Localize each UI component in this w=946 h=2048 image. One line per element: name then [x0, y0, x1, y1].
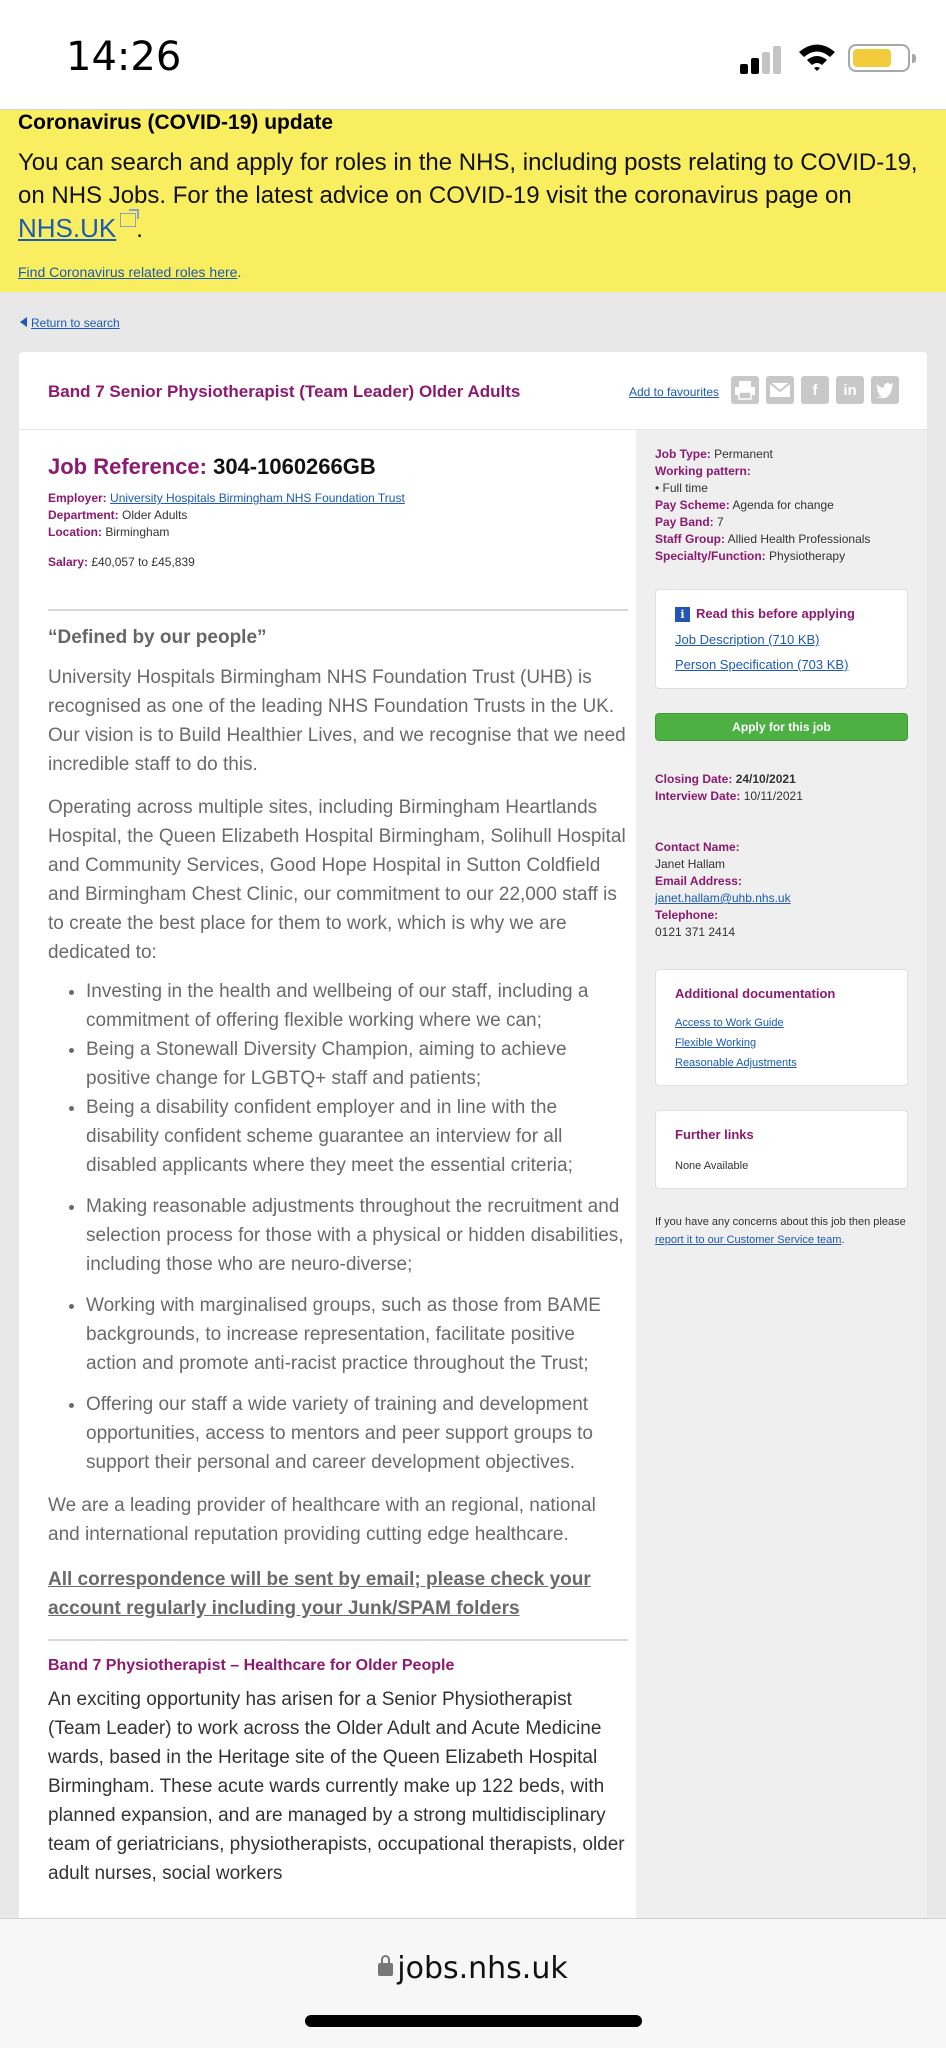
interview-date-value: 10/11/2021 [743, 789, 803, 803]
job-details [655, 446, 908, 565]
apply-button[interactable]: Apply for this job [655, 713, 908, 741]
battery-icon [848, 44, 910, 72]
clock: 14:26 [66, 34, 182, 80]
covid-banner [0, 110, 946, 292]
job-sidebar [636, 430, 927, 1922]
list-item: • Being a Stonewall Diversity Champion, aiming to achieve positive change for LGBTQ+ staff and patients; [86, 1035, 628, 1093]
department-value: Older Adults [122, 508, 188, 522]
additional-documentation-box [655, 969, 908, 1086]
email-label: Email Address: [655, 874, 742, 888]
read-before-applying-box [655, 589, 908, 689]
further-links-box [655, 1110, 908, 1189]
access-to-work-link[interactable]: Access to Work Guide [675, 1017, 784, 1029]
lock-icon [378, 1963, 393, 1976]
list-item: • Being a disability confident employer and in line with the disability confident scheme guarantee an interview for all disabled applicants where they meet the essential criteria; [86, 1093, 628, 1180]
url-text: jobs.nhs.uk [397, 1951, 568, 1986]
salary-value: £40,057 to £45,839 [91, 555, 195, 569]
url-field[interactable] [0, 1951, 946, 1986]
banner-text: You can search and apply for roles in the NHS, including posts relating to COVID-19, on NHS Jobs. For the latest advice on COVID-19 visit the coronavirus page on [18, 149, 918, 209]
location-label: Location: [48, 525, 102, 539]
email-warning: All correspondence will be sent by email; please check your account regularly including your Junk/SPAM folders [48, 1569, 591, 1619]
staff-group-label: Staff Group: [655, 532, 725, 546]
contact-name-label: Contact Name: [655, 840, 740, 854]
telephone-label: Telephone: [655, 908, 719, 922]
back-arrow-icon [20, 317, 27, 327]
cellular-signal-icon [740, 44, 784, 74]
print-icon[interactable] [731, 376, 759, 404]
banner-body [18, 146, 928, 246]
email-link[interactable]: janet.hallam@uhb.nhs.uk [655, 891, 791, 905]
description-paragraph: We are a leading provider of healthcare with an regional, national and international reputation providing cutting edge healthcare. [48, 1495, 596, 1545]
pay-band-value: 7 [717, 515, 724, 529]
department-label: Department: [48, 508, 119, 522]
location-value: Birmingham [105, 525, 170, 539]
covid-roles-link[interactable]: Find Coronavirus related roles here [18, 264, 238, 280]
pay-band-label: Pay Band: [655, 515, 714, 529]
description-quote: “Defined by our people” [48, 627, 267, 648]
person-specification-link[interactable]: Person Specification (703 KB) [675, 657, 849, 672]
additional-documentation-title: Additional documentation [675, 986, 836, 1001]
closing-date-label: Closing Date: [655, 772, 733, 786]
salary [48, 555, 628, 569]
employer-link[interactable]: University Hospitals Birmingham NHS Foundation Trust [110, 491, 405, 505]
concern-text: If you have any concerns about this job then please [655, 1216, 906, 1228]
list-item: • Offering our staff a wide variety of training and development opportunities, access to mentors and peer support groups to support their personal and career development objectives. [86, 1390, 628, 1477]
concern-end: . [841, 1234, 845, 1246]
reasonable-adjustments-link[interactable]: Reasonable Adjustments [675, 1057, 797, 1069]
working-pattern-value: • Full time [655, 481, 708, 495]
job-description-link[interactable]: Job Description (710 KB) [675, 632, 820, 647]
further-links-title: Further links [675, 1127, 754, 1142]
info-icon: i [675, 607, 690, 622]
pay-scheme-value: Agenda for change [732, 498, 834, 512]
list-item: • Working with marginalised groups, such as those from BAME backgrounds, to increase representation, facilitate positive action and promote anti-racist practice throughout the Trust; [86, 1291, 628, 1378]
return-to-search[interactable] [20, 316, 120, 330]
banner-text-end: . [136, 216, 143, 243]
email-icon[interactable] [766, 376, 794, 404]
browser-url-bar [0, 1918, 946, 2048]
role-subheading: Band 7 Physiotherapist – Healthcare for Older People [48, 1657, 455, 1674]
job-reference-label: Job Reference: [48, 454, 207, 479]
list-item: • Investing in the health and wellbeing of our staff, including a commitment of offering flexible working where we can; [86, 977, 628, 1035]
description-paragraph: University Hospitals Birmingham NHS Foundation Trust (UHB) is recognised as one of the leading NHS Foundation Trusts in the UK. Our vision is to Build Healthier Lives, and we recognise that we need incredible staff to do this. [48, 667, 626, 775]
wifi-icon [797, 42, 837, 72]
closing-date-value: 24/10/2021 [735, 772, 796, 786]
job-meta [48, 490, 628, 541]
list-item: • Making reasonable adjustments throughout the recruitment and selection process for those with a physical or hidden disabilities, including those who are neuro-diverse; [86, 1192, 628, 1279]
return-to-search-label: Return to search [31, 316, 120, 330]
description-paragraph: An exciting opportunity has arisen for a Senior Physiotherapist (Team Leader) to work across the Older Adult and Acute Medicine wards, based in the Heritage site of the Queen Elizabeth Hospital Birmingham. These acute wards currently make up 122 beds, with planned expansion, and are managed by a strong multidisciplinary team of geriatricians, physiotherapists, occupational therapists, older adult nurses, social workers [48, 1689, 625, 1884]
telephone-value: 0121 371 2414 [655, 925, 736, 939]
employer-label: Employer: [48, 491, 107, 505]
job-dates [655, 771, 908, 805]
job-reference-value: 304-1060266GB [213, 454, 376, 479]
external-link-icon [120, 213, 136, 227]
job-main [48, 430, 628, 1888]
status-bar [0, 0, 946, 110]
job-card [19, 352, 927, 1922]
linkedin-icon[interactable]: in [836, 376, 864, 404]
job-type-label: Job Type: [655, 447, 711, 461]
pay-scheme-label: Pay Scheme: [655, 498, 730, 512]
home-indicator[interactable] [305, 2015, 642, 2027]
facebook-icon[interactable]: f [801, 376, 829, 404]
specialty-value: Physiotherapy [769, 549, 846, 563]
job-type-value: Permanent [714, 447, 773, 461]
divider [48, 609, 628, 611]
flexible-working-link[interactable]: Flexible Working [675, 1037, 757, 1049]
job-header [19, 352, 927, 430]
specialty-label: Specialty/Function: [655, 549, 766, 563]
banner-title: Coronavirus (COVID-19) update [18, 111, 334, 134]
concern-note [655, 1213, 908, 1249]
staff-group-value: Allied Health Professionals [727, 532, 871, 546]
read-before-applying-title: Read this before applying [696, 606, 855, 621]
twitter-icon[interactable] [871, 376, 899, 404]
report-link[interactable]: report it to our Customer Service team [655, 1234, 842, 1246]
further-links-value: None Available [675, 1160, 749, 1172]
covid-roles-end: . [237, 264, 242, 280]
nhs-uk-link[interactable]: NHS.UK [18, 213, 117, 243]
job-reference [48, 454, 628, 480]
add-to-favourites-link[interactable]: Add to favourites [629, 385, 720, 399]
job-title: Band 7 Senior Physiotherapist (Team Leader) Older Adults [48, 382, 521, 401]
working-pattern-label: Working pattern: [655, 464, 751, 478]
contact-details [655, 839, 908, 941]
description-paragraph: Operating across multiple sites, including Birmingham Heartlands Hospital, the Queen Elizabeth Hospital Birmingham, Solihull Hospital and Community Services, Good Hope Hospital in Sutton Coldfield and Birmingham Chest Clinic, our commitment to our 22,000 staff is to create the best place for them to work, which is why we are dedicated to: [48, 797, 626, 963]
contact-name-value: Janet Hallam [655, 857, 726, 871]
salary-label: Salary: [48, 555, 89, 569]
divider [48, 1639, 628, 1641]
commitments-list [48, 977, 628, 1477]
share-icons [731, 376, 899, 404]
interview-date-label: Interview Date: [655, 789, 741, 803]
